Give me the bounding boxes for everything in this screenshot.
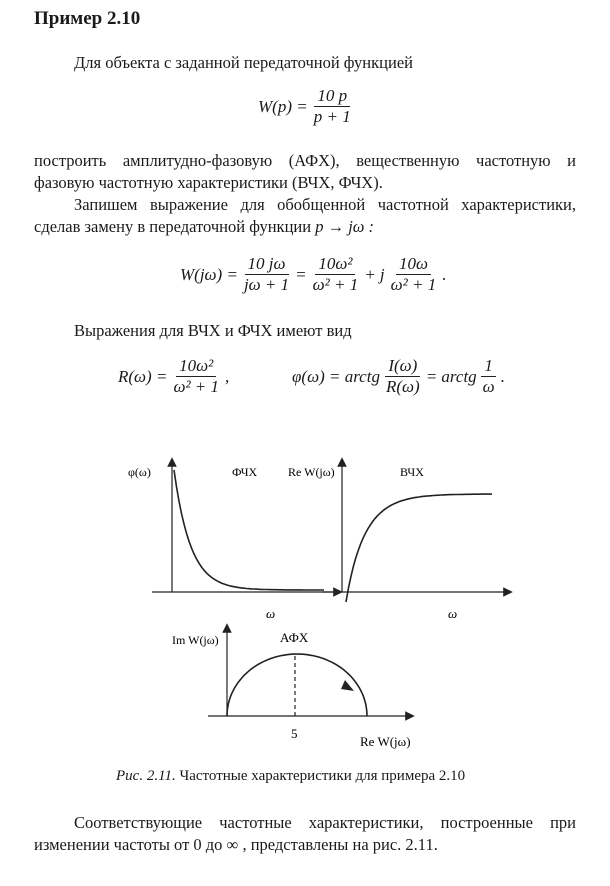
eq3-r-end: , — [225, 366, 230, 386]
afh-direction-arrow — [341, 680, 354, 691]
eq2-plus-j: + j — [364, 264, 385, 284]
phase-equation — [292, 356, 505, 397]
eq2-f2-num: 10ω² — [315, 254, 355, 275]
caption-text: Частотные характеристики для примера 2.10 — [179, 768, 466, 784]
eq3-phi2-den: ω — [482, 377, 495, 396]
real-plot — [288, 462, 508, 621]
eq3-phi2-fraction — [480, 356, 498, 397]
substitution-paragraph — [34, 194, 576, 238]
afh-ylabel: Im W(jω) — [172, 633, 219, 647]
eq3-r-lhs: R(ω) = — [118, 366, 168, 386]
substitution-math: p → jω : — [315, 217, 375, 236]
phase-curve — [174, 470, 324, 590]
eq1-denominator: p + 1 — [313, 107, 351, 126]
real-part-equation — [118, 356, 229, 397]
task-paragraph: построить амплитудно-фазовую (АФХ), вещественную частотную и фазовую частотную характеристики (ВЧХ, ФЧХ). — [34, 151, 576, 192]
eq2-equals: = — [295, 264, 307, 284]
eq2-end: . — [442, 264, 447, 284]
frequency-characteristics-figure — [0, 440, 610, 760]
eq2-lhs: W(jω) = — [180, 264, 238, 284]
expressions-paragraph: Выражения для ВЧХ и ФЧХ имеют вид — [74, 321, 352, 340]
intro-paragraph: Для объекта с заданной передаточной функцией — [74, 53, 413, 72]
eq2-f1-num: 10 jω — [245, 254, 289, 275]
eq3-r-num: 10ω² — [176, 356, 216, 377]
phase-title: ФЧХ — [232, 465, 258, 479]
eq3-phi-den: R(ω) — [385, 377, 420, 396]
real-xlabel: ω — [448, 606, 458, 621]
eq3-r-fraction — [170, 356, 222, 397]
eq3-phi-fraction — [383, 356, 423, 397]
eq2-fraction2 — [310, 254, 362, 295]
eq2-f2-den: ω² + 1 — [312, 275, 359, 294]
afh-xlabel: Re W(jω) — [360, 734, 411, 749]
eq3-phi2-num: 1 — [481, 356, 496, 377]
eq1-numerator: 10 p — [314, 86, 350, 107]
real-title: ВЧХ — [400, 465, 424, 479]
eq2-f3-num: 10ω — [396, 254, 431, 275]
real-curve — [346, 494, 492, 602]
real-ylabel: Re W(jω) — [288, 465, 335, 479]
figure-caption — [116, 768, 465, 785]
conclusion-paragraph — [34, 812, 576, 856]
eq2-fraction1 — [241, 254, 292, 295]
phase-ylabel: φ(ω) — [128, 465, 151, 479]
afh-tick-5: 5 — [291, 726, 298, 741]
afh-title: АФХ — [280, 630, 309, 645]
eq2-f1-den: jω + 1 — [243, 275, 290, 294]
frequency-response-equation — [180, 254, 446, 295]
phase-xlabel: ω — [266, 606, 276, 621]
eq3-r-den: ω² + 1 — [173, 377, 220, 396]
eq3-phi-lhs: φ(ω) = arctg — [292, 366, 380, 386]
eq3-phi-num: I(ω) — [385, 356, 420, 377]
substitution-text: Запишем выражение для обобщенной частотной характеристики, сделав замену в передаточной функции — [34, 195, 576, 236]
conclusion-text: Соответствующие частотные характеристики, построенные при изменении частоты от 0 до ∞ , представлены на рис. 2.11. — [34, 813, 576, 854]
afh-plot — [172, 628, 411, 749]
phase-plot — [128, 462, 338, 621]
eq2-fraction3 — [388, 254, 440, 295]
caption-prefix: Рис. 2.11. — [116, 768, 176, 784]
eq2-f3-den: ω² + 1 — [390, 275, 437, 294]
transfer-function-equation — [258, 86, 357, 127]
eq3-phi-eq: = arctg — [425, 366, 477, 386]
eq3-phi-end: . — [500, 366, 505, 386]
eq1-fraction — [311, 86, 354, 127]
example-heading: Пример 2.10 — [34, 8, 141, 29]
eq1-lhs: W(p) = — [258, 96, 308, 116]
